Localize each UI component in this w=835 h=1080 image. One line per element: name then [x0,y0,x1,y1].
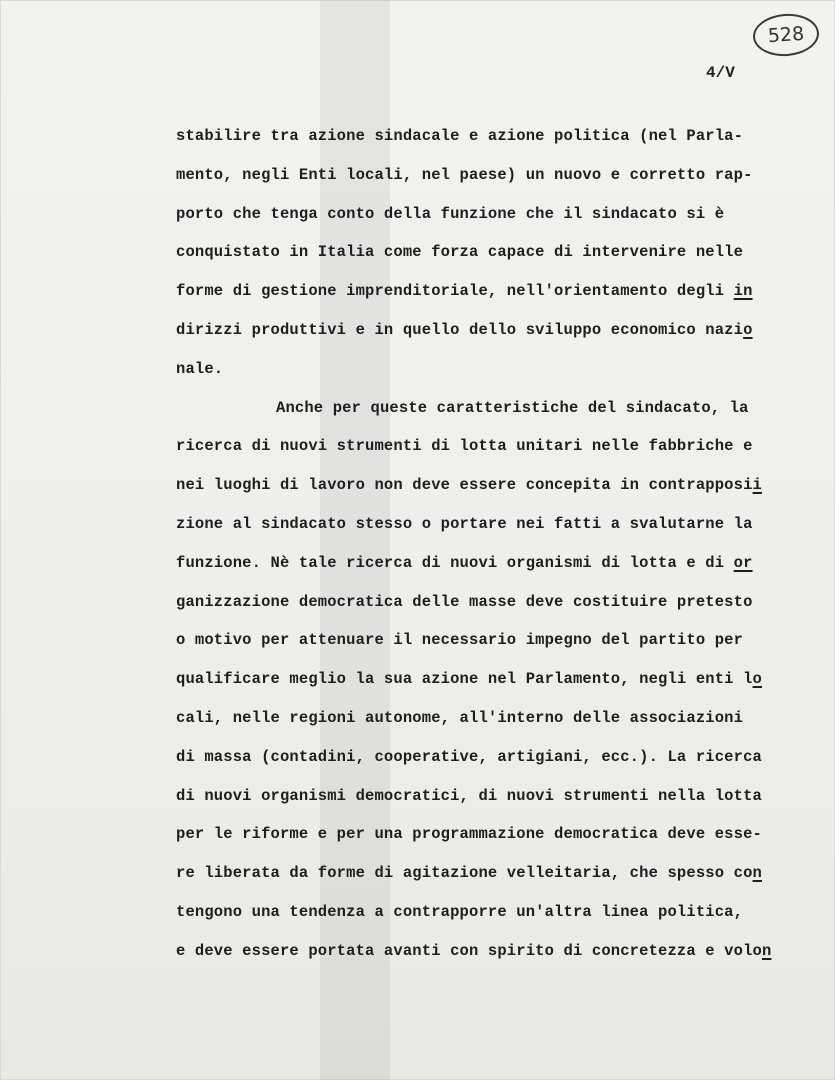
text-line-content: e deve essere portata avanti con spirito di concretezza e volo [176,941,762,960]
text-line-content: mento, negli Enti locali, nel paese) un nuovo e corretto rap- [176,165,753,184]
text-line-content: funzione. Nè tale ricerca di nuovi organismi di lotta e di [176,553,734,572]
text-line [176,854,806,893]
text-line [176,466,806,505]
text-line [176,932,806,971]
page-number: 4/V [706,64,735,82]
text-line [176,311,806,350]
text-line [176,195,806,234]
underlined-hyphen-fragment: or [733,553,753,572]
text-line [176,583,806,622]
text-line-content: zione al sindacato stesso o portare nei fatti a svalutarne la [176,514,753,533]
text-line [176,156,806,195]
text-line-content: ganizzazione democratica delle masse deve costituire pretesto [176,592,753,611]
text-line-content: o motivo per attenuare il necessario impegno del partito per [176,631,744,650]
text-line-content: per le riforme e per una programmazione democratica deve esse- [176,825,762,844]
typed-text-body [176,117,806,971]
text-line-content: conquistato in Italia come forza capace di intervenire nelle [176,243,744,262]
text-line [176,233,806,272]
underlined-hyphen-fragment: in [733,282,753,301]
text-line-content: stabilire tra azione sindacale e azione politica (nel Parla- [176,127,744,145]
text-line-content: qualificare meglio la sua azione nel Parlamento, negli enti l [176,670,753,689]
underlined-hyphen-fragment: n [762,941,772,960]
text-line-content: re liberata da forme di agitazione velleitaria, che spesso co [176,864,753,883]
text-line [176,893,806,932]
text-line-content: nei luoghi di lavoro non deve essere concepita in contrapposi [176,476,753,495]
underlined-hyphen-fragment: i [752,476,762,495]
text-line-content: nale. [176,359,224,378]
text-line-content: tengono una tendenza a contrapporre un'altra linea politica, [176,902,744,921]
underlined-hyphen-fragment: n [752,864,762,883]
text-line [176,350,806,389]
underlined-hyphen-fragment: o [743,320,753,339]
text-line [176,738,806,777]
text-line [176,505,806,544]
text-line [176,389,806,428]
text-line-content: di nuovi organismi democratici, di nuovi strumenti nella lotta [176,786,762,805]
text-line-content: di massa (contadini, cooperative, artigiani, ecc.). La ricerca [176,747,762,766]
text-line [176,544,806,583]
text-line-content: cali, nelle regioni autonome, all'interno delle associazioni [176,708,744,727]
text-line [176,660,806,699]
text-line-content: forme di gestione imprenditoriale, nell'orientamento degli [176,282,734,301]
text-line [176,272,806,311]
text-line-content: dirizzi produttivi e in quello dello sviluppo economico nazi [176,320,744,339]
text-line-content: ricerca di nuovi strumenti di lotta unitari nelle fabbriche e [176,437,753,456]
archive-number: 528 [767,22,805,48]
underlined-hyphen-fragment: o [752,670,762,689]
text-line [176,621,806,660]
text-line [176,427,806,466]
text-line [176,815,806,854]
text-line-content: Anche per queste caratteristiche del sindacato, la [276,398,749,417]
text-line [176,699,806,738]
text-line-content: porto che tenga conto della funzione che il sindacato si è [176,204,725,223]
text-line [176,777,806,816]
text-line [176,117,806,156]
archive-number-stamp [752,12,821,59]
